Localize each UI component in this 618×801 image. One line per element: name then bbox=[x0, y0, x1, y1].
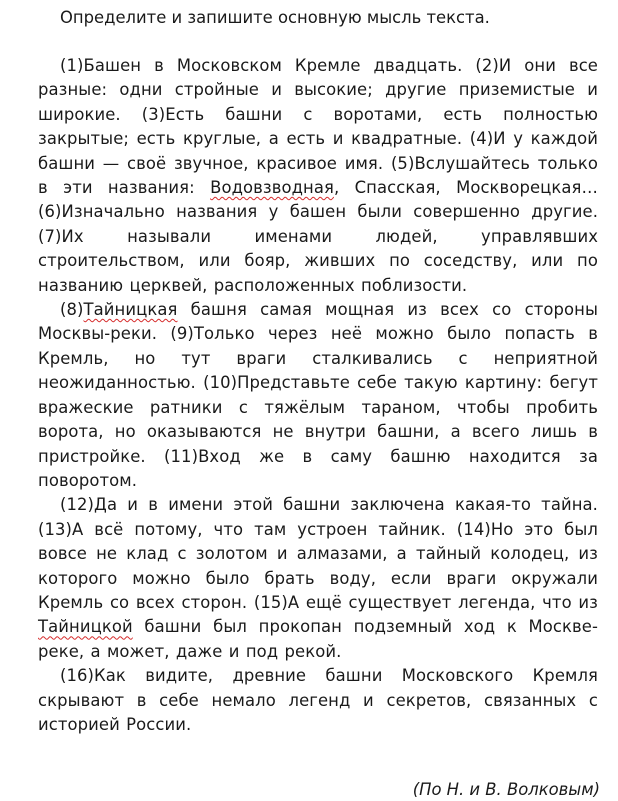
source-attribution: (По Н. и В. Волковым) bbox=[412, 780, 600, 799]
paragraph-3 bbox=[38, 493, 598, 664]
text-segment: (1)Башен в Московском Кремле двадцать. (2)И они все разные: одни стройные и высокие; другие приземистые и широкие. (3)Есть башни с воротами, есть полностью закрытые; есть круглые, а есть и квадратные. (4)И у каждой башни — своё звучное, красивое имя. (5)Вслушайтесь только в эти названия: bbox=[38, 56, 598, 198]
text-segment: , Спасская, Москворецкая… (6)Изначально названия у башен были совершенно другие. (7)Их называли именами людей, управлявших строительством, или бояр, живших по соседству, или по названию церквей, расположенных поблизости. bbox=[38, 178, 598, 295]
paragraph-1 bbox=[38, 54, 598, 298]
main-text bbox=[38, 54, 598, 737]
spellcheck-underlined-word: Водовзводная bbox=[210, 178, 334, 198]
text-segment: (8) bbox=[60, 300, 84, 320]
paragraph-2 bbox=[38, 298, 598, 493]
text-segment: башня самая мощная из всех со стороны Москвы-реки. (9)Только через неё можно было попасть в Кремль, но тут враги сталкивались с неприятной неожиданностью. (10)Представьте себе такую картину: бегут вражеские ратники с тяжёлым тараном, чтобы пробить ворота, но оказываются не внутри башни, а всего лишь в пристройке. (11)Вход же в саму башню находится за поворотом. bbox=[38, 300, 598, 490]
spellcheck-underlined-word: Тайницкая bbox=[83, 300, 178, 320]
spellcheck-underlined-word: Тайницкой bbox=[38, 617, 133, 637]
text-segment: башни был прокопан подземный ход к Москве-реке, а может, даже и под рекой. bbox=[38, 617, 598, 661]
text-segment: (12)Да и в имени этой башни заключена какая-то тайна. (13)А всё потому, что там устроен тайник. (14)Но это был вовсе не клад с золотом и алмазами, а тайный колодец, из которого можно было брать воду, если враги окружали Кремль со всех сторон. (15)А ещё существует легенда, что из bbox=[38, 495, 598, 612]
text-segment: (16)Как видите, древние башни Московского Кремля скрывают в себе немало легенд и секретов, связанных с историей России. bbox=[38, 666, 598, 734]
paragraph-4 bbox=[38, 664, 598, 737]
task-instruction: Определите и запишите основную мысль текста. bbox=[60, 8, 490, 27]
